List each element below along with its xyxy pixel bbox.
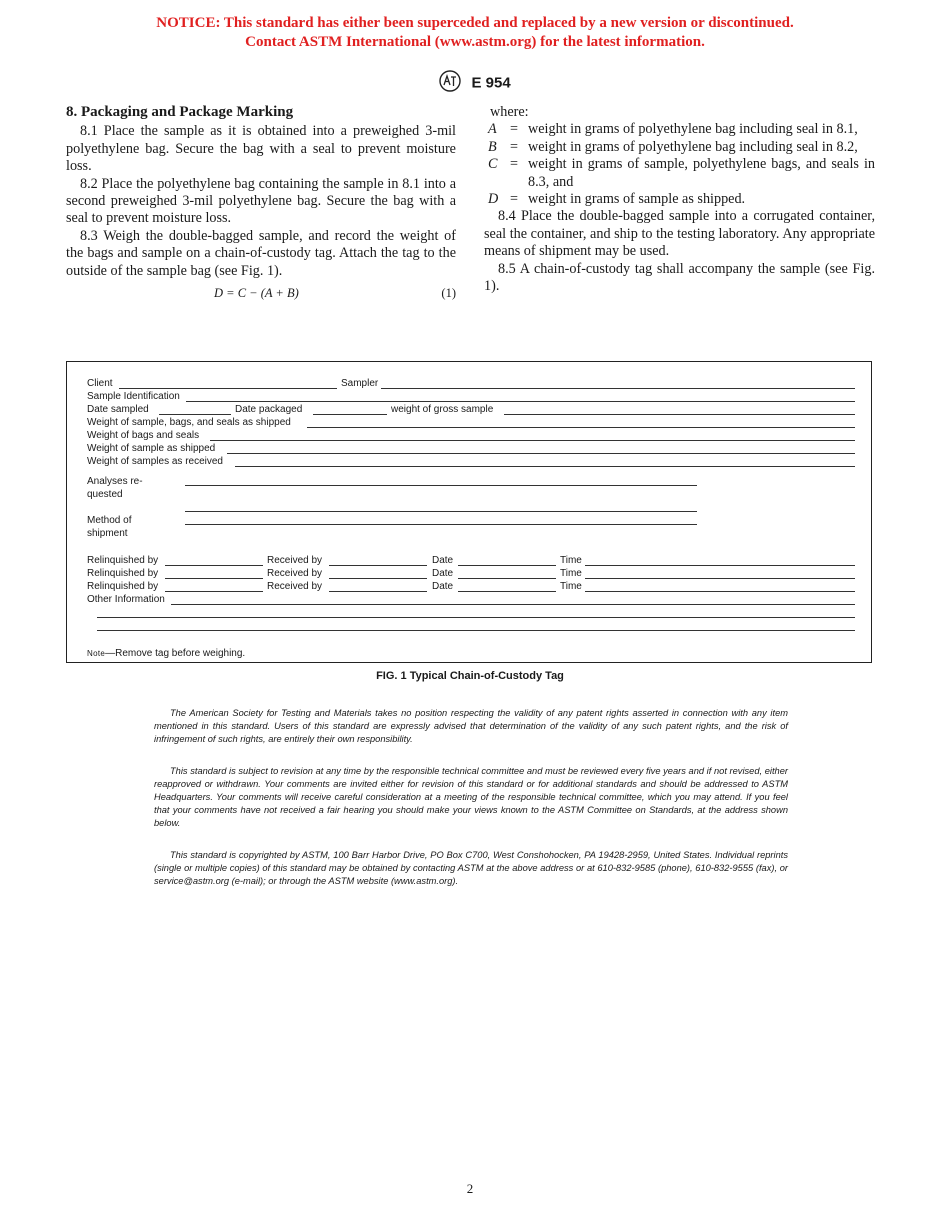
weight-sample-bags-seals-line[interactable] xyxy=(307,427,855,428)
sample-identification-label: Sample Identification xyxy=(87,391,180,402)
left-column xyxy=(66,104,456,305)
definition-symbol: A xyxy=(488,121,497,138)
paragraph-8-5: 8.5 A chain-of-custody tag shall accompany the sample (see Fig. 1). xyxy=(484,260,875,295)
definition-text: weight in grams of polyethylene bag including seal in 8.1, xyxy=(528,121,858,138)
date-label: Date xyxy=(432,568,454,579)
definition-equals: = xyxy=(510,191,519,208)
equation-expression: D = C − (A + B) xyxy=(214,286,299,301)
time-label: Time xyxy=(560,568,582,579)
definition-text: weight in grams of sample, polyethylene bags, and seals in 8.3, and xyxy=(528,156,875,190)
weight-gross-label: weight of gross sample xyxy=(391,404,494,415)
notice-banner xyxy=(0,14,950,52)
tag-note xyxy=(87,648,245,659)
sample-identification-line[interactable] xyxy=(186,401,855,402)
weight-gross-line[interactable] xyxy=(504,414,855,415)
definition-equals: = xyxy=(510,138,519,155)
other-information-label: Other Information xyxy=(87,594,165,605)
received-line[interactable] xyxy=(329,591,427,592)
relinquished-label: Relinquished by xyxy=(87,555,159,566)
footer-patent-notice: The American Society for Testing and Materials takes no position respecting the validity of any patent rights asserted in connection with any item mentioned in this standard. Users of this standard are expressly advised that determination of the validity of any such patent rights, and the risk of infringement of such rights, are entirely their own responsibility. xyxy=(154,708,788,744)
time-line[interactable] xyxy=(585,578,855,579)
paragraph-8-3: 8.3 Weigh the double-bagged sample, and record the weight of the bags and sample on a chain-of-custody tag. Attach the tag to the outside of the sample bag (see Fig. 1). xyxy=(66,227,456,279)
equation-1 xyxy=(66,283,456,305)
time-line[interactable] xyxy=(585,591,855,592)
method-line[interactable] xyxy=(185,524,697,525)
definition-symbol: C xyxy=(488,156,498,173)
time-line[interactable] xyxy=(585,565,855,566)
where-label: where: xyxy=(490,104,529,120)
client-line[interactable] xyxy=(119,388,337,389)
weight-samples-received-label: Weight of samples as received xyxy=(87,456,223,467)
date-line[interactable] xyxy=(458,578,556,579)
definition-equals: = xyxy=(510,121,519,138)
relinquished-label: Relinquished by xyxy=(87,581,159,592)
date-label: Date xyxy=(432,555,454,566)
weight-sample-bags-seals-label: Weight of sample, bags, and seals as shipped xyxy=(87,417,291,428)
weight-bags-seals-label: Weight of bags and seals xyxy=(87,430,200,441)
time-label: Time xyxy=(560,581,582,592)
definition-d xyxy=(484,191,875,208)
weight-sample-shipped-label: Weight of sample as shipped xyxy=(87,443,216,454)
weight-sample-shipped-line[interactable] xyxy=(227,453,855,454)
date-packaged-line[interactable] xyxy=(313,414,387,415)
relinquished-line[interactable] xyxy=(165,591,263,592)
definition-equals: = xyxy=(510,156,519,173)
analyses-line-2[interactable] xyxy=(185,511,697,512)
footer-revision-notice: This standard is subject to revision at any time by the responsible technical committee and must be reviewed every five years and if not revised, either reapproved or withdrawn. Your comments are invited either for revision of this standard or for additional standards and should be addressed to ASTM Headquarters. Your comments will receive careful consideration at a meeting of the responsible technical committee, which you may attend. If you feel that your comments have not received a fair hearing you should make your views known to the ASTM Committee on Standards, at the address shown below. xyxy=(154,766,788,828)
right-column xyxy=(484,104,875,295)
definition-c xyxy=(484,156,875,191)
figure-caption: FIG. 1 Typical Chain-of-Custody Tag xyxy=(376,670,564,682)
received-label: Received by xyxy=(267,555,323,566)
definition-b xyxy=(484,139,875,156)
definitions-list xyxy=(484,121,875,208)
definition-text: weight in grams of polyethylene bag including seal in 8.2, xyxy=(528,138,858,155)
date-label: Date xyxy=(432,581,454,592)
document-header xyxy=(0,70,950,96)
page-number: 2 xyxy=(466,1181,474,1196)
relinquished-line[interactable] xyxy=(165,565,263,566)
definition-symbol: D xyxy=(488,191,499,208)
date-line[interactable] xyxy=(458,591,556,592)
received-line[interactable] xyxy=(329,565,427,566)
paragraph-8-1: 8.1 Place the sample as it is obtained into a preweighed 3-mil polyethylene bag. Secure the bag with a seal to prevent moisture loss. xyxy=(66,123,456,175)
footer-copyright-notice: This standard is copyrighted by ASTM, 100 Barr Harbor Drive, PO Box C700, West Conshohocken, PA 19428-2959, United States. Individual reprints (single or multiple copies) of this standard may be obtained by contacting ASTM at the above address or at 610-832-9585 (phone), 610-832-9555 (fax), or service@astm.org (e-mail); or through the ASTM website (www.astm.org). xyxy=(154,850,788,886)
definition-text: weight in grams of sample as shipped. xyxy=(528,191,746,208)
analyses-line-1[interactable] xyxy=(185,485,697,486)
sampler-line[interactable] xyxy=(381,388,855,389)
analyses-label-1: Analyses re- xyxy=(87,476,143,487)
weight-samples-received-line[interactable] xyxy=(235,466,855,467)
note-label: Note xyxy=(87,649,106,658)
date-packaged-label: Date packaged xyxy=(235,404,303,415)
method-label-1: Method of xyxy=(87,515,132,526)
astm-logo-icon xyxy=(439,70,461,96)
chain-of-custody-tag xyxy=(66,361,872,663)
sampler-label: Sampler xyxy=(341,378,379,389)
date-sampled-line[interactable] xyxy=(159,414,231,415)
date-sampled-label: Date sampled xyxy=(87,404,149,415)
method-label-2: shipment xyxy=(87,528,128,539)
received-line[interactable] xyxy=(329,578,427,579)
time-label: Time xyxy=(560,555,582,566)
date-line[interactable] xyxy=(458,565,556,566)
definition-a xyxy=(484,121,875,138)
definition-symbol: B xyxy=(488,138,497,155)
paragraph-8-4: 8.4 Place the double-bagged sample into a corrugated container, seal the container, and ship to the testing laboratory. Any appropriate means of shipment may be used. xyxy=(484,208,875,260)
paragraph-8-2: 8.2 Place the polyethylene bag containing the sample in 8.1 into a second preweighed 3-mil polyethylene bag. Secure the bag with a seal to prevent moisture loss. xyxy=(66,175,456,227)
other-information-line-2[interactable] xyxy=(97,617,855,618)
received-label: Received by xyxy=(267,581,323,592)
section-title: 8. Packaging and Package Marking xyxy=(66,104,294,120)
note-text: —Remove tag before weighing. xyxy=(105,648,246,659)
analyses-label-2: quested xyxy=(87,489,123,500)
designation: E 954 xyxy=(471,74,511,92)
notice-line-2: Contact ASTM International (www.astm.org) for the latest information. xyxy=(245,34,705,50)
notice-line-1: NOTICE: This standard has either been superceded and replaced by a new version or discontinued. xyxy=(156,15,794,31)
other-information-line-1[interactable] xyxy=(171,604,855,605)
other-information-line-3[interactable] xyxy=(97,630,855,631)
weight-bags-seals-line[interactable] xyxy=(210,440,855,441)
equation-number: (1) xyxy=(441,286,456,301)
relinquished-line[interactable] xyxy=(165,578,263,579)
client-label: Client xyxy=(87,378,113,389)
received-label: Received by xyxy=(267,568,323,579)
relinquished-label: Relinquished by xyxy=(87,568,159,579)
